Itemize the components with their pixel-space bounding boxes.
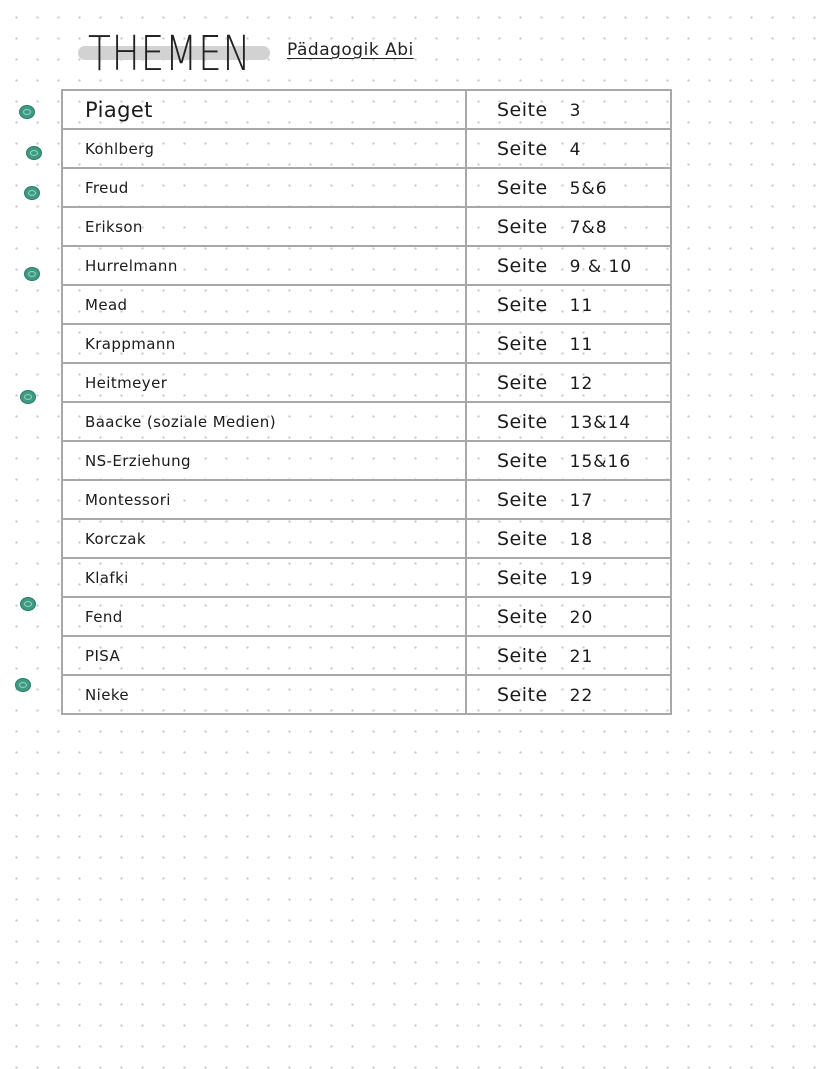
page-number: 18 <box>569 529 594 550</box>
page-number: 12 <box>569 373 594 394</box>
page-label: Seite <box>497 683 548 706</box>
page-header <box>78 26 498 82</box>
page-number: 7&8 <box>569 217 608 238</box>
topic-cell: Freud <box>62 168 466 207</box>
check-marker-hurrelmann <box>24 267 40 281</box>
table-row <box>62 519 671 558</box>
table-row <box>62 168 671 207</box>
topic-cell: Mead <box>62 285 466 324</box>
page-number: 11 <box>569 295 594 316</box>
check-marker-freud <box>24 186 40 200</box>
page-number: 22 <box>569 685 594 706</box>
topic-cell: Nieke <box>62 675 466 714</box>
table-row <box>62 246 671 285</box>
table-row <box>62 636 671 675</box>
page-label: Seite <box>497 215 548 238</box>
page-number: 21 <box>569 646 594 667</box>
page-cell <box>466 324 671 363</box>
topic-cell: Hurrelmann <box>62 246 466 285</box>
topic-cell: Piaget <box>62 90 466 129</box>
page-cell <box>466 285 671 324</box>
page-cell <box>466 207 671 246</box>
page-cell <box>466 675 671 714</box>
page-label: Seite <box>497 449 548 472</box>
topic-cell: Korczak <box>62 519 466 558</box>
page-label: Seite <box>497 566 548 589</box>
page-label: Seite <box>497 488 548 511</box>
page-number: 11 <box>569 334 594 355</box>
check-marker-klafki <box>20 597 36 611</box>
page-cell <box>466 168 671 207</box>
page-label: Seite <box>497 254 548 277</box>
page-label: Seite <box>497 332 548 355</box>
table-row <box>62 480 671 519</box>
table-row <box>62 558 671 597</box>
page-cell <box>466 480 671 519</box>
page-number: 3 <box>569 100 582 121</box>
topic-cell: Kohlberg <box>62 129 466 168</box>
table-row <box>62 324 671 363</box>
topic-cell: Krappmann <box>62 324 466 363</box>
page-title: THEMEN <box>88 26 252 82</box>
table-row <box>62 597 671 636</box>
topic-cell: Montessori <box>62 480 466 519</box>
topic-cell: PISA <box>62 636 466 675</box>
page-number: 4 <box>569 139 582 160</box>
page-cell <box>466 558 671 597</box>
table-row <box>62 285 671 324</box>
table-row <box>62 90 671 129</box>
page-label: Seite <box>497 605 548 628</box>
page-cell <box>466 90 671 129</box>
page-label: Seite <box>497 137 548 160</box>
page-label: Seite <box>497 527 548 550</box>
topic-cell: Fend <box>62 597 466 636</box>
topic-cell: NS-Erziehung <box>62 441 466 480</box>
table-row <box>62 675 671 714</box>
topic-cell: Klafki <box>62 558 466 597</box>
page-label: Seite <box>497 371 548 394</box>
table-row <box>62 402 671 441</box>
page-cell <box>466 636 671 675</box>
page-label: Seite <box>497 176 548 199</box>
page-subtitle: Pädagogik Abi <box>287 40 414 60</box>
topic-cell: Heitmeyer <box>62 363 466 402</box>
table-row <box>62 129 671 168</box>
page-number: 20 <box>569 607 594 628</box>
page-label: Seite <box>497 410 548 433</box>
check-marker-heitmeyer <box>20 390 36 404</box>
check-marker-pisa <box>15 678 31 692</box>
check-marker-piaget <box>19 105 35 119</box>
topic-cell: Baacke (soziale Medien) <box>62 402 466 441</box>
page-label: Seite <box>497 98 548 121</box>
page-cell <box>466 129 671 168</box>
page-label: Seite <box>497 293 548 316</box>
table-row <box>62 441 671 480</box>
check-marker-kohlberg <box>26 146 42 160</box>
page-cell <box>466 519 671 558</box>
page-number: 17 <box>569 490 594 511</box>
page-number: 13&14 <box>569 412 632 433</box>
page-cell <box>466 441 671 480</box>
table-row <box>62 363 671 402</box>
table-row <box>62 207 671 246</box>
topics-table <box>61 89 672 715</box>
page-cell <box>466 402 671 441</box>
page-label: Seite <box>497 644 548 667</box>
page-number: 15&16 <box>569 451 632 472</box>
page-number: 19 <box>569 568 594 589</box>
page-number: 9 & 10 <box>569 256 633 277</box>
page-cell <box>466 246 671 285</box>
page-cell <box>466 597 671 636</box>
topic-cell: Erikson <box>62 207 466 246</box>
page-cell <box>466 363 671 402</box>
page-number: 5&6 <box>569 178 608 199</box>
